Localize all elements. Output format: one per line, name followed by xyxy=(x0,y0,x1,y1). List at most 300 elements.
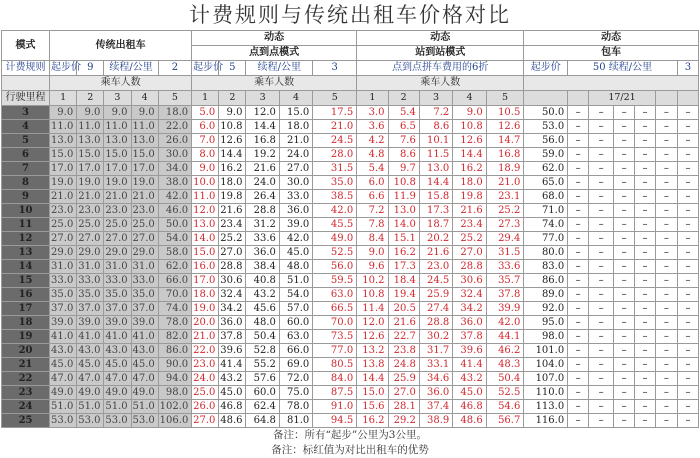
p2p-price-cell: 48.0 xyxy=(279,260,312,274)
station-price-cell: 20.5 xyxy=(388,302,419,316)
charter-dash-cell: – xyxy=(677,190,698,204)
p2p-price-cell: 25.2 xyxy=(219,232,246,246)
p2p-price-cell: 19.0 xyxy=(192,302,219,316)
table-row xyxy=(2,274,699,288)
charter-dash-cell: – xyxy=(677,386,698,400)
charter-dash-cell: – xyxy=(677,246,698,260)
charter-dash-cell: – xyxy=(614,232,635,246)
trad-price-cell: 54.0 xyxy=(158,232,191,246)
station-price-cell: 11.4 xyxy=(357,302,388,316)
charter-dash-cell: – xyxy=(614,316,635,330)
p2p-price-cell: 22.0 xyxy=(192,344,219,358)
station-price-cell: 46.2 xyxy=(486,344,524,358)
station-price-cell: 7.6 xyxy=(388,134,419,148)
p2p-price-cell: 19.8 xyxy=(219,190,246,204)
station-price-cell: 24.8 xyxy=(388,358,419,372)
charter-price-cell: 101.0 xyxy=(524,344,568,358)
count-row xyxy=(2,91,699,106)
trad-p1: 1 xyxy=(50,91,77,106)
charter-dash-cell: – xyxy=(589,288,614,302)
table-row xyxy=(2,302,699,316)
p2p-price-cell: 57.0 xyxy=(279,302,312,316)
station-price-cell: 36.0 xyxy=(453,316,486,330)
charter-dash-cell: – xyxy=(635,120,656,134)
station-price-cell: 4.8 xyxy=(357,148,388,162)
trad-price-cell: 47.0 xyxy=(50,372,77,386)
d1-p2: 2 xyxy=(219,91,246,106)
charter-dash-cell: – xyxy=(677,218,698,232)
distance-cell: 10 xyxy=(2,204,50,218)
p2p-price-cell: 66.0 xyxy=(279,344,312,358)
charter-dash-cell: – xyxy=(589,386,614,400)
trad-price-cell: 30.0 xyxy=(158,148,191,162)
station-price-cell: 32.4 xyxy=(453,288,486,302)
charter-dash-cell: – xyxy=(614,134,635,148)
charter-dash-cell: – xyxy=(635,400,656,414)
p2p-price-cell: 36.0 xyxy=(246,246,279,260)
charter-dash-cell: – xyxy=(677,316,698,330)
distance-cell: 17 xyxy=(2,302,50,316)
trad-price-cell: 49.0 xyxy=(77,386,104,400)
charter-dash-cell: – xyxy=(568,148,589,162)
p2p-price-cell: 69.0 xyxy=(279,358,312,372)
p2p-price-cell: 75.0 xyxy=(279,386,312,400)
note-red-values: 备注：标红值为对比出租车的优势 xyxy=(271,444,429,456)
trad-price-cell: 13.0 xyxy=(77,134,104,148)
station-price-cell: 14.4 xyxy=(357,372,388,386)
station-price-cell: 28.1 xyxy=(388,400,419,414)
trad-price-cell: 51.0 xyxy=(50,400,77,414)
p2p-price-cell: 11.0 xyxy=(192,190,219,204)
charter-dash-cell: – xyxy=(589,218,614,232)
charter-dash-cell: – xyxy=(614,386,635,400)
p2p-price-cell: 24.0 xyxy=(192,372,219,386)
p2p-mode-header: 点到点模式 xyxy=(192,46,357,61)
charter-dash-cell: – xyxy=(677,330,698,344)
ch-count: 17/21 xyxy=(589,91,656,106)
trad-p5: 5 xyxy=(158,91,191,106)
p2p-price-cell: 26.4 xyxy=(246,190,279,204)
charter-dash-cell: – xyxy=(677,134,698,148)
station-price-cell: 9.0 xyxy=(453,106,486,120)
distance-cell: 18 xyxy=(2,316,50,330)
charter-dash-cell: – xyxy=(614,190,635,204)
trad-price-cell: 46.0 xyxy=(158,204,191,218)
charter-dash-cell: – xyxy=(589,344,614,358)
distance-cell: 6 xyxy=(2,148,50,162)
station-price-cell: 54.6 xyxy=(486,400,524,414)
trad-price-cell: 78.0 xyxy=(158,316,191,330)
ch-passengers-blank xyxy=(524,76,699,91)
station-price-cell: 24.5 xyxy=(419,274,452,288)
station-price-cell: 5.4 xyxy=(388,106,419,120)
p2p-price-cell: 5.0 xyxy=(192,106,219,120)
trad-price-cell: 98.0 xyxy=(158,386,191,400)
charter-dash-cell: – xyxy=(635,106,656,120)
charter-dash-cell: – xyxy=(614,400,635,414)
p2p-price-cell: 39.0 xyxy=(279,218,312,232)
d1-p5: 5 xyxy=(313,91,357,106)
trad-price-cell: 15.0 xyxy=(131,148,158,162)
p2p-price-cell: 39.6 xyxy=(219,344,246,358)
charter-dash-cell: – xyxy=(589,414,614,428)
trad-price-cell: 19.0 xyxy=(131,176,158,190)
table-row xyxy=(2,400,699,414)
table-row xyxy=(2,148,699,162)
trad-price-cell: 21.0 xyxy=(77,190,104,204)
trad-price-cell: 17.0 xyxy=(77,162,104,176)
charter-dash-cell: – xyxy=(655,330,677,344)
charter-dash-cell: – xyxy=(677,288,698,302)
trad-price-cell: 45.0 xyxy=(77,358,104,372)
p2p-price-cell: 78.0 xyxy=(279,400,312,414)
d2-rule: 点到点拼车费用的6折 xyxy=(357,61,524,76)
trad-price-cell: 18.0 xyxy=(158,106,191,120)
trad-price-cell: 47.0 xyxy=(131,372,158,386)
charter-dash-cell: – xyxy=(635,218,656,232)
trad-price-cell: 29.0 xyxy=(50,246,77,260)
p2p-price-cell: 14.0 xyxy=(192,232,219,246)
price-comparison-table xyxy=(1,30,699,428)
charter-price-cell: 77.0 xyxy=(524,232,568,246)
p2p-price-cell: 26.0 xyxy=(192,400,219,414)
p2p-price-cell: 54.0 xyxy=(279,288,312,302)
trad-price-cell: 27.0 xyxy=(77,232,104,246)
charter-dash-cell: – xyxy=(677,260,698,274)
rule-row xyxy=(2,61,699,76)
p2p-price-cell: 21.6 xyxy=(246,162,279,176)
charter-dash-cell: – xyxy=(568,204,589,218)
charter-dash-cell: – xyxy=(677,120,698,134)
p2p-price-cell: 23.0 xyxy=(192,358,219,372)
table-row xyxy=(2,316,699,330)
p2p-price-cell: 27.0 xyxy=(279,162,312,176)
charter-price-cell: 80.0 xyxy=(524,246,568,260)
trad-price-cell: 23.0 xyxy=(104,204,131,218)
p2p-price-cell: 48.0 xyxy=(246,316,279,330)
p2p-price-cell: 21.0 xyxy=(313,120,357,134)
p2p-price-cell: 6.0 xyxy=(192,120,219,134)
p2p-price-cell: 30.0 xyxy=(279,176,312,190)
d1-per-value: 3 xyxy=(313,61,357,76)
charter-dash-cell: – xyxy=(568,162,589,176)
station-price-cell: 8.6 xyxy=(388,148,419,162)
distance-cell: 15 xyxy=(2,274,50,288)
trad-price-cell: 37.0 xyxy=(104,302,131,316)
d2-p2: 2 xyxy=(388,91,419,106)
station-price-cell: 42.0 xyxy=(486,316,524,330)
charter-dash-cell: – xyxy=(614,344,635,358)
p2p-price-cell: 57.6 xyxy=(246,372,279,386)
p2p-price-cell: 19.2 xyxy=(246,148,279,162)
charter-dash-cell: – xyxy=(568,400,589,414)
trad-per-label: 续程/公里 xyxy=(104,61,158,76)
p2p-price-cell: 12.6 xyxy=(219,134,246,148)
charter-dash-cell: – xyxy=(589,190,614,204)
p2p-price-cell: 35.0 xyxy=(313,176,357,190)
trad-price-cell: 26.0 xyxy=(158,134,191,148)
charter-dash-cell: – xyxy=(655,414,677,428)
station-price-cell: 25.2 xyxy=(486,204,524,218)
station-price-cell: 8.4 xyxy=(357,232,388,246)
trad-price-cell: 15.0 xyxy=(77,148,104,162)
trad-price-cell: 39.0 xyxy=(131,316,158,330)
p2p-price-cell: 17.0 xyxy=(192,274,219,288)
trad-price-cell: 13.0 xyxy=(50,134,77,148)
charter-dash-cell: – xyxy=(635,274,656,288)
charter-price-cell: 104.0 xyxy=(524,358,568,372)
station-price-cell: 17.3 xyxy=(419,204,452,218)
charter-dash-cell: – xyxy=(635,134,656,148)
charter-dash-cell: – xyxy=(655,274,677,288)
trad-price-cell: 31.0 xyxy=(77,260,104,274)
station-price-cell: 11.5 xyxy=(419,148,452,162)
station-price-cell: 56.7 xyxy=(486,414,524,428)
p2p-price-cell: 9.0 xyxy=(219,106,246,120)
trad-price-cell: 45.0 xyxy=(104,358,131,372)
p2p-price-cell: 18.0 xyxy=(192,288,219,302)
table-row xyxy=(2,330,699,344)
charter-price-cell: 74.0 xyxy=(524,218,568,232)
charter-dash-cell: – xyxy=(655,400,677,414)
station-price-cell: 45.0 xyxy=(453,386,486,400)
trad-price-cell: 49.0 xyxy=(131,386,158,400)
ch-per-label: 续程/公里 xyxy=(608,62,653,73)
dynamic-charter-top: 动态 xyxy=(524,31,699,46)
p2p-price-cell: 14.4 xyxy=(219,148,246,162)
p2p-price-cell: 28.8 xyxy=(246,204,279,218)
station-price-cell: 15.1 xyxy=(388,232,419,246)
charter-dash-cell: – xyxy=(568,330,589,344)
charter-dash-cell: – xyxy=(635,204,656,218)
trad-price-cell: 106.0 xyxy=(158,414,191,428)
distance-label: 行驶里程 xyxy=(2,91,50,106)
p2p-price-cell: 45.5 xyxy=(313,218,357,232)
table-row xyxy=(2,246,699,260)
charter-dash-cell: – xyxy=(635,344,656,358)
charter-dash-cell: – xyxy=(635,162,656,176)
distance-cell: 21 xyxy=(2,358,50,372)
charter-price-cell: 89.0 xyxy=(524,288,568,302)
distance-cell: 13 xyxy=(2,246,50,260)
charter-dash-cell: – xyxy=(655,372,677,386)
distance-cell: 3 xyxy=(2,106,50,120)
p2p-price-cell: 21.6 xyxy=(219,204,246,218)
distance-cell: 23 xyxy=(2,386,50,400)
table-row xyxy=(2,288,699,302)
station-price-cell: 12.6 xyxy=(453,134,486,148)
p2p-price-cell: 73.5 xyxy=(313,330,357,344)
trad-price-cell: 23.0 xyxy=(131,204,158,218)
trad-price-cell: 70.0 xyxy=(158,288,191,302)
trad-passengers-label: 乘车人数 xyxy=(50,76,192,91)
charter-dash-cell: – xyxy=(614,288,635,302)
table-row xyxy=(2,218,699,232)
station-price-cell: 28.8 xyxy=(453,260,486,274)
trad-price-cell: 25.0 xyxy=(50,218,77,232)
trad-price-cell: 66.0 xyxy=(158,274,191,288)
ch-blank-4 xyxy=(677,91,698,106)
station-price-cell: 5.4 xyxy=(357,162,388,176)
station-price-cell: 34.2 xyxy=(453,302,486,316)
trad-price-cell: 17.0 xyxy=(50,162,77,176)
station-price-cell: 13.8 xyxy=(357,358,388,372)
charter-dash-cell: – xyxy=(677,148,698,162)
p2p-price-cell: 23.4 xyxy=(219,218,246,232)
station-price-cell: 27.3 xyxy=(486,218,524,232)
station-price-cell: 13.0 xyxy=(419,162,452,176)
station-price-cell: 31.7 xyxy=(419,344,452,358)
trad-price-cell: 51.0 xyxy=(131,400,158,414)
station-price-cell: 50.4 xyxy=(486,372,524,386)
trad-price-cell: 23.0 xyxy=(77,204,104,218)
station-price-cell: 25.2 xyxy=(453,232,486,246)
charter-dash-cell: – xyxy=(568,358,589,372)
station-price-cell: 22.7 xyxy=(388,330,419,344)
charter-dash-cell: – xyxy=(614,330,635,344)
trad-start-value: 9 xyxy=(77,61,104,76)
trad-price-cell: 21.0 xyxy=(104,190,131,204)
trad-price-cell: 22.0 xyxy=(158,120,191,134)
charter-dash-cell: – xyxy=(568,372,589,386)
station-price-cell: 12.6 xyxy=(486,120,524,134)
station-price-cell: 16.2 xyxy=(388,246,419,260)
p2p-price-cell: 63.0 xyxy=(279,330,312,344)
table-row xyxy=(2,260,699,274)
charter-dash-cell: – xyxy=(655,204,677,218)
distance-cell: 11 xyxy=(2,218,50,232)
traditional-taxi-header: 传统出租车 xyxy=(50,31,192,61)
p2p-price-cell: 13.0 xyxy=(192,218,219,232)
p2p-price-cell: 21.0 xyxy=(192,330,219,344)
trad-price-cell: 33.0 xyxy=(77,274,104,288)
charter-dash-cell: – xyxy=(614,120,635,134)
charter-dash-cell: – xyxy=(677,106,698,120)
p2p-price-cell: 45.0 xyxy=(219,386,246,400)
trad-price-cell: 11.0 xyxy=(131,120,158,134)
station-price-cell: 37.4 xyxy=(419,400,452,414)
p2p-price-cell: 27.0 xyxy=(219,246,246,260)
charter-dash-cell: – xyxy=(655,106,677,120)
charter-price-cell: 71.0 xyxy=(524,204,568,218)
station-price-cell: 27.0 xyxy=(388,386,419,400)
charter-dash-cell: – xyxy=(635,232,656,246)
trad-price-cell: 38.0 xyxy=(158,176,191,190)
charter-dash-cell: – xyxy=(677,232,698,246)
charter-dash-cell: – xyxy=(568,106,589,120)
trad-price-cell: 17.0 xyxy=(104,162,131,176)
p2p-price-cell: 56.0 xyxy=(313,260,357,274)
p2p-price-cell: 31.5 xyxy=(313,162,357,176)
charter-price-cell: 107.0 xyxy=(524,372,568,386)
charter-price-cell: 53.0 xyxy=(524,120,568,134)
charter-dash-cell: – xyxy=(614,246,635,260)
charter-dash-cell: – xyxy=(655,120,677,134)
charter-dash-cell: – xyxy=(589,120,614,134)
charter-dash-cell: – xyxy=(655,316,677,330)
charter-price-cell: 56.0 xyxy=(524,134,568,148)
p2p-price-cell: 10.8 xyxy=(219,120,246,134)
charter-price-cell: 116.0 xyxy=(524,414,568,428)
charter-dash-cell: – xyxy=(655,344,677,358)
ch-start-per xyxy=(568,61,678,76)
charter-dash-cell: – xyxy=(655,218,677,232)
trad-price-cell: 11.0 xyxy=(77,120,104,134)
trad-price-cell: 45.0 xyxy=(50,358,77,372)
distance-cell: 20 xyxy=(2,344,50,358)
table-row xyxy=(2,344,699,358)
charter-dash-cell: – xyxy=(589,232,614,246)
station-price-cell: 37.8 xyxy=(453,330,486,344)
p2p-price-cell: 28.8 xyxy=(219,260,246,274)
p2p-price-cell: 25.0 xyxy=(192,386,219,400)
p2p-price-cell: 10.0 xyxy=(192,176,219,190)
p2p-price-cell: 50.4 xyxy=(246,330,279,344)
trad-price-cell: 62.0 xyxy=(158,260,191,274)
d2-p3: 3 xyxy=(419,91,452,106)
charter-dash-cell: – xyxy=(635,260,656,274)
station-price-cell: 37.8 xyxy=(486,288,524,302)
charter-dash-cell: – xyxy=(614,414,635,428)
d2-p4: 4 xyxy=(453,91,486,106)
p2p-price-cell: 70.0 xyxy=(313,316,357,330)
p2p-price-cell: 16.8 xyxy=(246,134,279,148)
d2-passengers-label: 乘车人数 xyxy=(357,76,524,91)
charter-price-cell: 95.0 xyxy=(524,316,568,330)
p2p-price-cell: 24.0 xyxy=(246,176,279,190)
trad-price-cell: 39.0 xyxy=(77,316,104,330)
charter-dash-cell: – xyxy=(614,358,635,372)
p2p-price-cell: 45.6 xyxy=(246,302,279,316)
charter-dash-cell: – xyxy=(589,148,614,162)
station-price-cell: 52.5 xyxy=(486,386,524,400)
station-price-cell: 14.4 xyxy=(453,148,486,162)
charter-dash-cell: – xyxy=(568,316,589,330)
trad-price-cell: 15.0 xyxy=(104,148,131,162)
trad-price-cell: 31.0 xyxy=(104,260,131,274)
trad-price-cell: 21.0 xyxy=(50,190,77,204)
charter-price-cell: 83.0 xyxy=(524,260,568,274)
p2p-price-cell: 64.8 xyxy=(246,414,279,428)
charter-dash-cell: – xyxy=(635,288,656,302)
station-price-cell: 21.6 xyxy=(453,204,486,218)
charter-dash-cell: – xyxy=(677,302,698,316)
trad-p3: 3 xyxy=(104,91,131,106)
p2p-price-cell: 33.0 xyxy=(279,190,312,204)
charter-dash-cell: – xyxy=(635,330,656,344)
trad-per-value: 2 xyxy=(158,61,191,76)
station-price-cell: 3.0 xyxy=(357,106,388,120)
p2p-price-cell: 33.6 xyxy=(246,232,279,246)
p2p-price-cell: 24.0 xyxy=(279,148,312,162)
table-row xyxy=(2,372,699,386)
trad-price-cell: 90.0 xyxy=(158,358,191,372)
trad-price-cell: 42.0 xyxy=(158,190,191,204)
distance-cell: 16 xyxy=(2,288,50,302)
station-price-cell: 13.0 xyxy=(388,204,419,218)
charter-dash-cell: – xyxy=(589,358,614,372)
charter-dash-cell: – xyxy=(614,302,635,316)
trad-price-cell: 9.0 xyxy=(77,106,104,120)
station-price-cell: 19.4 xyxy=(388,288,419,302)
trad-price-cell: 53.0 xyxy=(104,414,131,428)
rule-label: 计费规则 xyxy=(2,61,50,76)
trad-price-cell: 31.0 xyxy=(131,260,158,274)
station-price-cell: 4.2 xyxy=(357,134,388,148)
charter-dash-cell: – xyxy=(568,414,589,428)
p2p-price-cell: 48.6 xyxy=(219,414,246,428)
charter-dash-cell: – xyxy=(677,162,698,176)
